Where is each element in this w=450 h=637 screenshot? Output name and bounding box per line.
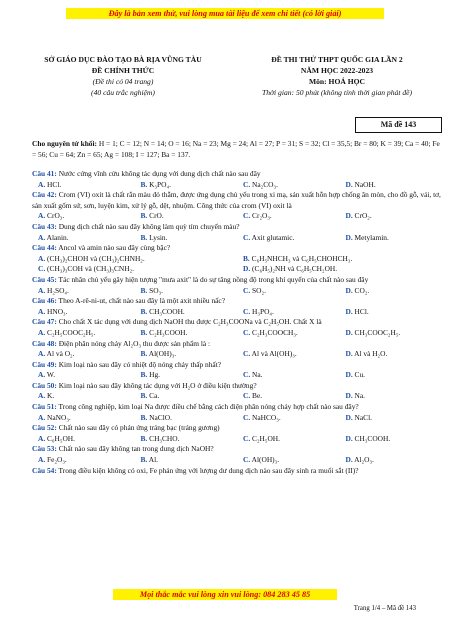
option-text: CH₃COOH. [149,306,185,316]
question-stem [32,339,442,350]
contact-banner: Mọi thắc mắc vui lòng xin vui lòng: 084 283 45 85 [113,589,337,600]
answer-option [32,307,135,318]
option-letter: B. [140,349,148,359]
answer-option [340,455,443,466]
question-number: Câu 48: [32,338,57,348]
atomic-mass-label: Cho nguyên tử khối: [32,139,98,148]
preview-banner: Đây là bản xem thử, vui lòng mua tài liệu để xem chi tiết (có lời giải) [66,8,384,19]
option-letter: B. [140,370,148,380]
answer-option [135,233,238,244]
option-letter: D. [345,455,353,465]
option-letter: B. [140,306,148,316]
question-text: Kim loại nào sau đây không tác dụng với H₂O ở điều kiện thường? [56,380,257,390]
question-number: Câu 54: [32,465,57,475]
answer-option [237,233,340,244]
question-text: Crom (VI) oxit là chất rắn màu đỏ thẫm, được ứng dụng chủ yếu trong xi mạ, sản xuất hỗn hợp chống ăn mòn, cho đồ gỗ, vải, tơ, sản xuất gốm sứ, sơn, luyện kim, xử lý gỗ, dệt, nhuộm. Công thức của crom (VI) oxit là [32,190,441,210]
question-item [32,360,442,381]
option-letter: A. [38,179,46,189]
question-number: Câu 49: [32,359,57,369]
option-text: K₃PO₄. [149,179,171,189]
option-text: (CH₃)₃COH và (CH₃)₃CNH₂. [47,264,135,274]
option-row [32,370,442,381]
question-count-note: (40 câu trắc nghiệm) [91,88,155,97]
option-row [32,434,442,445]
option-letter: A. [38,232,46,242]
answer-option [340,286,443,297]
answer-option [32,434,135,445]
option-letter: C. [243,391,251,401]
question-stem [32,360,442,371]
answer-option [135,328,238,339]
answer-option [135,180,238,191]
question-item [32,275,442,296]
option-letter: C. [243,433,251,443]
answer-option [237,286,340,297]
option-row [32,307,442,318]
option-row [32,286,442,297]
option-letter: B. [140,412,148,422]
answer-option [237,391,340,402]
option-text: H₃PO₄. [252,306,274,316]
option-letter: A. [38,253,46,263]
option-letter: B. [243,253,250,263]
subject: Môn: HOÁ HỌC [308,77,366,86]
answer-option [237,254,442,265]
answer-option [32,264,237,275]
school-year: NĂM HỌC 2022-2023 [300,66,374,75]
answer-option [340,328,443,339]
answer-option [237,413,340,424]
answer-option [237,264,442,275]
option-text: Lysin. [149,232,168,242]
atomic-mass-values: H = 1; C = 12; N = 14; O = 16; Na = 23; Mg = 24; Al = 27; P = 31; S = 32; Cl = 35,5; Br = 80; K = 39; Ca = 40; Fe = 56; Cu = 64; Zn = 65; Ag = 108; I = 127; Ba = 137. [32,139,440,159]
option-row [32,264,442,275]
option-text: Hg. [149,370,161,380]
option-row [32,349,442,360]
question-text: Chất nào sau đây có phản ứng tráng bạc (tráng gương) [56,423,220,433]
answer-option [237,180,340,191]
answer-option [340,370,443,381]
option-letter: A. [38,412,46,422]
answer-option [32,328,135,339]
question-text: Điện phân nóng chảy Al₂O₃ thu được sản phẩm là : [56,338,211,348]
option-text: CrO₃. [47,211,65,221]
exam-code-box: Mã đề 143 [355,117,442,133]
option-row [32,254,442,265]
option-letter: C. [243,306,251,316]
answer-option [32,370,135,381]
question-stem [32,317,442,328]
option-text: C₆H₅NHCH₃ và C₆H₅CHOHCH₃. [251,253,353,263]
question-item [32,444,442,465]
option-letter: B. [140,232,148,242]
option-letter: B. [140,211,148,221]
option-letter: B. [140,179,148,189]
option-letter: B. [140,391,148,401]
question-text: Chất nào sau đây không tan trong dung dịch NaOH? [56,444,214,454]
option-text: C₆H₅OH. [47,433,75,443]
option-text: H₂SO₄. [47,285,69,295]
option-text: Na. [354,391,366,401]
question-text: Ancol và amin nào sau đây cùng bậc? [56,243,171,253]
question-stem [32,423,442,434]
option-letter: D. [345,327,353,337]
option-text: Be. [252,391,263,401]
answer-option [135,455,238,466]
answer-option [340,211,443,222]
option-letter: C. [243,455,251,465]
question-number: Câu 50: [32,380,57,390]
question-stem [32,243,442,254]
question-stem [32,190,442,211]
question-number: Câu 52: [32,423,57,433]
option-text: Al(OH)₃. [148,349,177,359]
option-letter: D. [345,285,353,295]
answer-option [135,370,238,381]
answer-option [340,391,443,402]
question-text: Trong điều kiện không có oxi, Fe phản ứng với lượng dư dung dịch nào sau đây sinh ra muối sắt (II)? [56,465,359,475]
question-number: Câu 43: [32,221,57,231]
question-item [32,381,442,402]
option-text: C₂H₅OH. [252,433,280,443]
option-letter: C. [243,232,251,242]
option-row [32,233,442,244]
option-text: Al(OH)₃. [251,455,280,465]
question-text: Kim loại nào sau đây có nhiệt độ nóng chảy thấp nhất? [56,359,222,369]
question-text: Theo A-rê-ni-ut, chất nào sau đây là một axit nhiều nấc? [56,296,225,306]
answer-option [340,349,443,360]
question-number: Câu 44: [32,243,57,253]
question-number: Câu 41: [32,169,57,178]
option-row [32,180,442,191]
question-item [32,296,442,317]
page-footer: Trang 1/4 – Mã đề 143 [353,605,416,612]
question-item [32,423,442,444]
option-letter: D. [243,264,251,274]
option-letter: D. [345,211,353,221]
option-text: W. [46,370,56,380]
option-letter: D. [345,232,353,242]
option-letter: C. [243,327,251,337]
option-text: NaClO. [149,412,172,422]
header-left [18,54,228,98]
question-text: Nước cứng vĩnh cửu không tác dụng với dung dịch chất nào sau đây [56,169,261,178]
question-stem [32,222,442,233]
option-text: CrO₂. [354,211,372,221]
question-text: Dung dịch chất nào sau đây không làm quỳ tím chuyển màu? [56,221,240,231]
answer-option [237,328,340,339]
option-text: Al và H₂O. [354,349,388,359]
question-stem [32,444,442,455]
question-item [32,402,442,423]
answer-option [340,307,443,318]
option-text: NaNO₃. [47,412,71,422]
answer-option [32,413,135,424]
option-letter: D. [345,179,353,189]
option-letter: A. [38,285,46,295]
question-item [32,222,442,243]
question-item [32,190,442,222]
question-number: Câu 46: [32,296,57,306]
option-text: CH₃COOC₂H₅. [354,327,401,337]
answer-option [340,434,443,445]
question-stem [32,402,442,413]
option-letter: D. [345,391,353,401]
option-text: (CH₃)₂CHOH và (CH₃)₂CHNH₂. [47,253,145,263]
option-letter: A. [38,349,46,359]
answer-option [135,349,238,360]
option-text: CH₃COOH. [354,433,391,443]
option-text: SO₃. [149,285,164,295]
option-text: Al. [148,455,158,465]
answer-option [32,286,135,297]
option-text: Ca. [149,391,160,401]
question-item [32,317,442,338]
answer-option [237,370,340,381]
question-number: Câu 47: [32,317,57,327]
answer-option [237,434,340,445]
option-letter: A. [38,370,46,380]
option-letter: C. [243,370,251,380]
question-stem [32,275,442,286]
option-row [32,328,442,339]
option-letter: D. [345,306,353,316]
question-text: Cho chất X tác dụng với dung dịch NaOH thu được C₂H₃COONa và C₂H₅OH. Chất X là [56,317,322,327]
option-text: Na₂CO₃. [252,179,278,189]
option-text: HCl. [47,179,62,189]
time-limit: Thời gian: 50 phút (không tính thời gian phát đề) [261,88,413,97]
department-name: SỞ GIÁO DỤC ĐÀO TẠO BÀ RỊA VŨNG TÀU [44,55,202,64]
answer-option [32,349,135,360]
option-text: (C₆H₅)₂NH và C₆H₅CH₂OH. [252,264,338,274]
question-stem [32,466,442,477]
option-row [32,455,442,466]
question-list [32,169,442,476]
option-letter: C. [243,412,251,422]
question-number: Câu 42: [32,190,57,200]
option-text: C₂H₃COOCH₃. [252,327,298,337]
option-letter: B. [140,285,148,295]
option-letter: A. [38,211,46,221]
option-text: NaHCO₃. [252,412,281,422]
question-stem [32,296,442,307]
option-letter: A. [38,306,46,316]
exam-title: ĐỀ THI THỬ THPT QUỐC GIA LẦN 2 [271,55,403,64]
answer-option [32,211,135,222]
option-text: Al₂O₃. [354,455,374,465]
answer-option [237,349,340,360]
option-letter: D. [345,412,353,422]
option-letter: B. [140,455,148,465]
atomic-mass-info [32,139,440,160]
option-text: Cu. [354,370,366,380]
option-letter: A. [38,327,46,337]
answer-option [32,233,135,244]
question-item [32,169,442,190]
question-text: Trong công nghiệp, kim loại Na được điều chế bằng cách điện phân nóng chảy hợp chất nào sau đây? [56,402,359,412]
answer-option [135,434,238,445]
question-number: Câu 51: [32,402,57,412]
option-text: Al và O₂. [46,349,75,359]
option-text: HCl. [354,306,369,316]
question-number: Câu 53: [32,444,57,454]
option-text: C₂H₃COOH. [149,327,188,337]
option-text: NaOH. [354,179,376,189]
option-text: Metylamin. [354,232,389,242]
answer-option [237,307,340,318]
page-count-note: (Đề thi có 04 trang) [92,77,154,86]
option-letter: A. [38,433,46,443]
answer-option [32,391,135,402]
option-letter: C. [38,264,46,274]
answer-option [340,233,443,244]
question-number: Câu 45: [32,274,57,284]
option-row [32,391,442,402]
option-text: HNO₃. [47,306,68,316]
option-letter: C. [243,211,251,221]
question-text: Tác nhân chủ yếu gây hiện tượng "mưa axit" là do sự tăng nồng độ trong khí quyển của chất nào sau đây [56,274,369,284]
option-text: Na. [252,370,263,380]
official-label: ĐỀ CHÍNH THỨC [91,66,155,75]
option-letter: D. [345,370,353,380]
question-item [32,339,442,360]
option-text: CrO. [149,211,164,221]
option-letter: D. [345,349,353,359]
option-letter: A. [38,391,46,401]
answer-option [237,455,340,466]
option-text: Alanin. [46,232,69,242]
option-text: SO₂. [252,285,266,295]
answer-option [135,391,238,402]
option-text: CO₂. [354,285,370,295]
header-right [232,54,442,98]
option-letter: C. [243,349,251,359]
option-letter: A. [38,455,46,465]
option-text: NaCl. [354,412,372,422]
option-row [32,211,442,222]
option-text: CH₃CHO. [149,433,180,443]
option-letter: B. [140,327,148,337]
answer-option [32,254,237,265]
answer-option [237,211,340,222]
answer-option [340,180,443,191]
answer-option [32,180,135,191]
answer-option [135,211,238,222]
option-letter: B. [140,433,148,443]
answer-option [135,286,238,297]
answer-option [135,307,238,318]
question-stem [32,381,442,392]
option-row [32,413,442,424]
option-letter: D. [345,433,353,443]
option-text: Fe₂O₃. [47,455,67,465]
option-text: Axit glutamic. [251,232,295,242]
option-text: Al và Al(OH)₃. [251,349,297,359]
option-text: K. [47,391,55,401]
question-stem [32,169,442,180]
option-text: Cr₂O₃. [252,211,272,221]
question-item [32,466,442,477]
option-text: C₂H₅COOC₂H₅. [47,327,96,337]
answer-option [135,413,238,424]
question-item [32,243,442,275]
option-letter: C. [243,285,251,295]
answer-option [32,455,135,466]
answer-option [340,413,443,424]
option-letter: C. [243,179,251,189]
